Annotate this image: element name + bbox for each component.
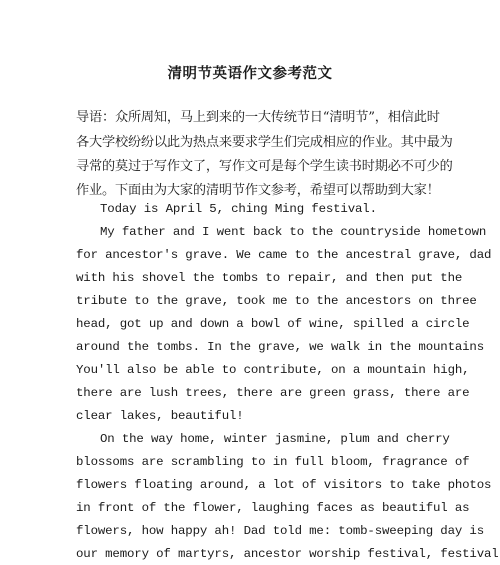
essay-line: Today is April 5, ching Ming festival. (100, 202, 377, 216)
essay-line: there are lush trees, there are green grass, there are (76, 386, 470, 400)
essay-line: You'll also be able to contribute, on a mountain high, (76, 363, 470, 377)
essay-line: for ancestor's grave. We came to the ancestral grave, dad (76, 248, 492, 262)
essay-line: our memory of martyrs, ancestor worship festival, festival (76, 547, 499, 561)
intro-line: 寻常的莫过于写作文了，写作文可是每个学生读书时期必不可少的 (76, 159, 453, 174)
essay-line: blossoms are scrambling to in full bloom, fragrance of (76, 455, 470, 469)
document-title: 清明节英语作文参考范文 (167, 65, 333, 82)
essay-line: flowers, how happy ah! Dad told me: tomb-sweeping day is (76, 524, 484, 538)
essay-line: flowers floating around, a lot of visitors to take photos (76, 478, 492, 492)
essay-line: tribute to the grave, took me to the ancestors on three (76, 294, 477, 308)
essay-line: On the way home, winter jasmine, plum and cherry (100, 432, 450, 446)
intro-line: 作业。下面由为大家的清明节作文参考，希望可以帮助到大家！ (76, 183, 440, 198)
intro-line: 导语：众所周知，马上到来的一大传统节日“清明节”，相信此时 (76, 110, 440, 125)
essay-line: in front of the flower, laughing faces as beautiful as (76, 501, 470, 515)
essay-line: with his shovel the tombs to repair, and then put the (76, 271, 463, 285)
essay-line: head, got up and down a bowl of wine, spilled a circle (76, 317, 470, 331)
intro-line: 各大学校纷纷以此为热点来要求学生们完成相应的作业。其中最为 (76, 135, 453, 150)
essay-line: around the tombs. In the grave, we walk in the mountains (76, 340, 484, 354)
essay-line: clear lakes, beautiful! (76, 409, 244, 423)
essay-line: My father and I went back to the countryside hometown (100, 225, 487, 239)
